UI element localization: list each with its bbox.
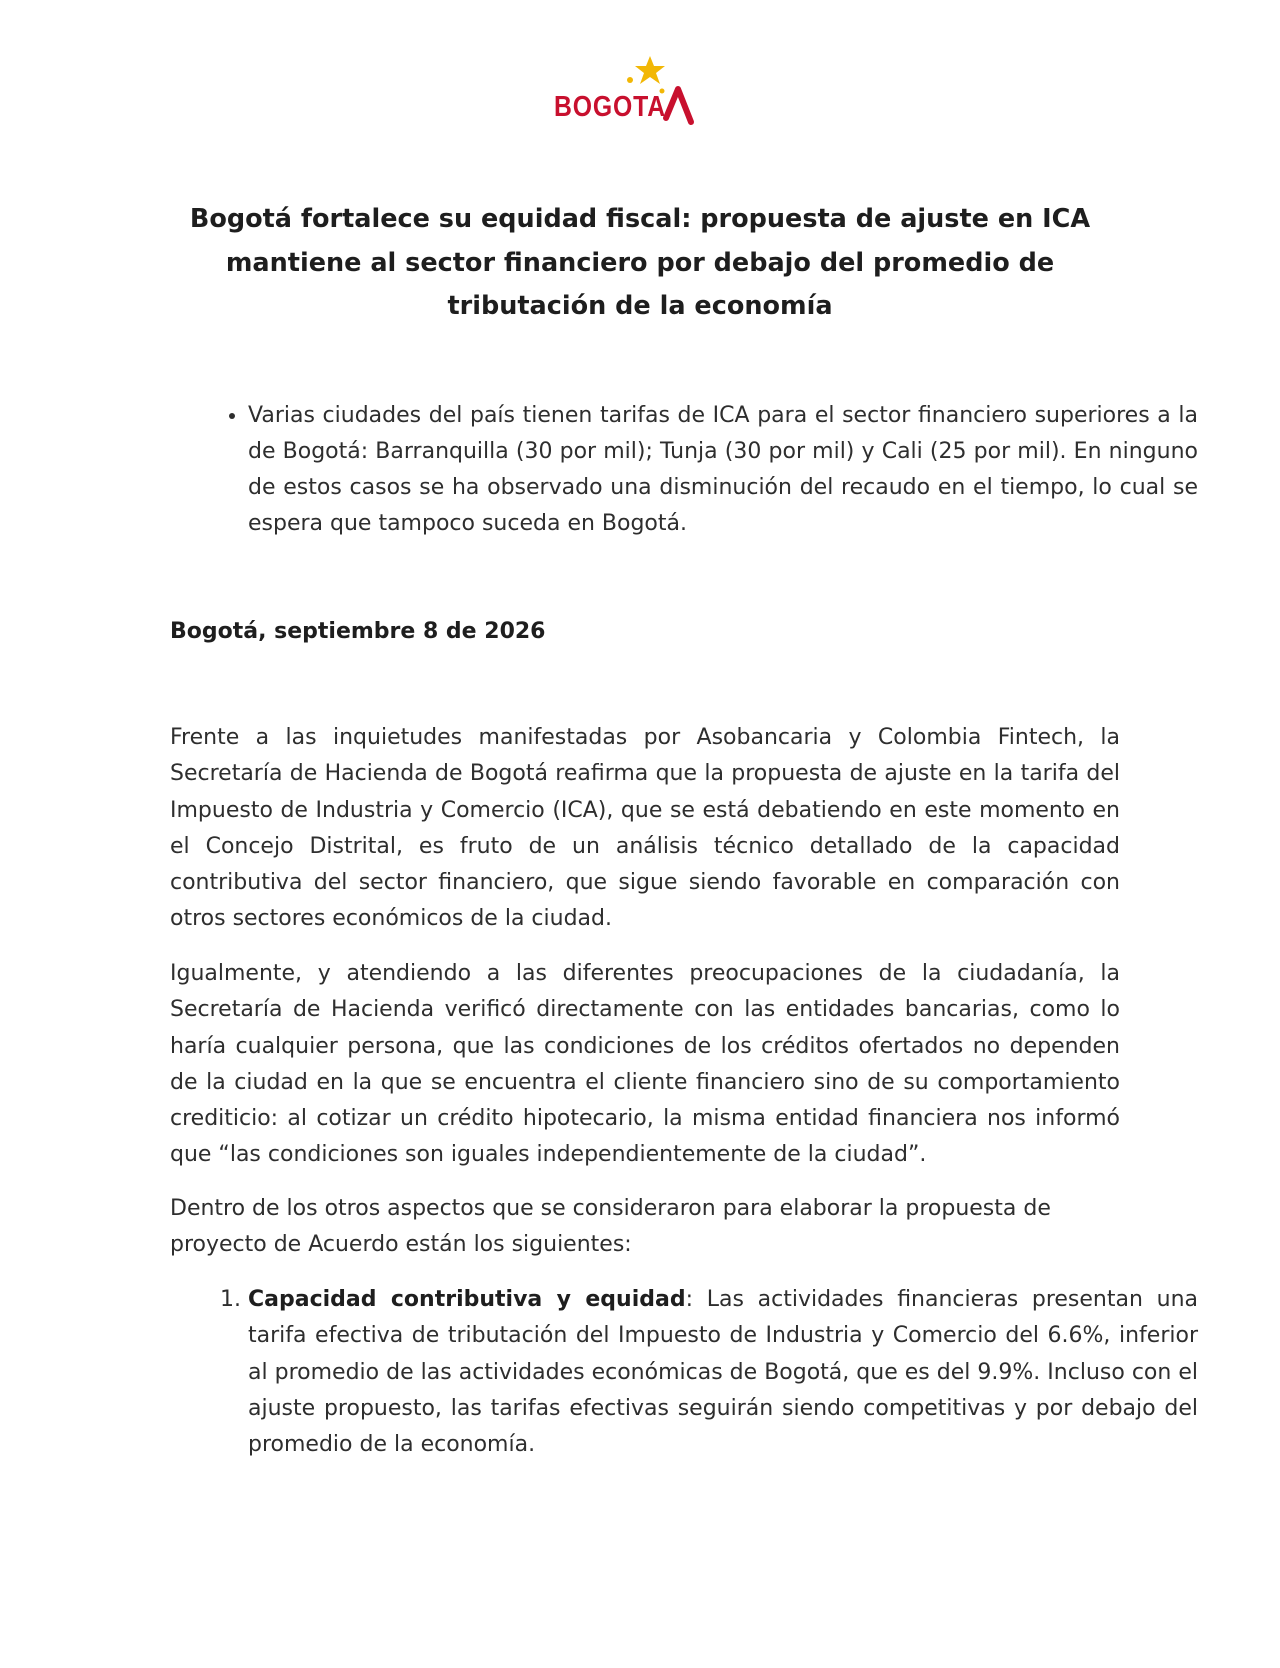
summary-bullet-list xyxy=(170,398,1198,542)
body-paragraph: Dentro de los otros aspectos que se consideraron para elaborar la propuesta de proyecto de Acuerdo están los siguientes: xyxy=(170,1196,1051,1258)
logo-wordmark: BOGOTA xyxy=(554,91,666,123)
numbered-item-text: : Las actividades financieras presentan una tarifa efectiva de tributación del Impuesto de Industria y Comercio del 6.6%, inferior al promedio de las actividades económicas de Bogotá, que es del 9.9%. Incluso con el ajuste propuesto, las tarifas efectivas seguirán siendo competitivas y por debajo del promedio de la economía. xyxy=(248,1287,1199,1458)
body-paragraph: Frente a las inquietudes manifestadas por Asobancaria y Colombia Fintech, la Secretaría de Hacienda de Bogotá reafirma que la propuesta de ajuste en la tarifa del Impuesto de Industria y Comercio (ICA), que se está debatiendo en este momento en el Concejo Distrital, es fruto de un análisis técnico detallado de la capacidad contributiva del sector financiero, que sigue siendo favorable en comparación con otros sectores económicos de la ciudad. xyxy=(170,725,1120,932)
logo-a-mark xyxy=(666,89,691,122)
summary-bullet: • Varias ciudades del país tienen tarifas de ICA para el sector financiero superiores a la de Bogotá: Barranquilla (30 por mil); Tunja (30 por mil) y Cali (25 por mil). En ninguno de estos casos se ha observado una disminución del recaudo en el tiempo, lo cual se espera que tampoco suceda en Bogotá. xyxy=(248,398,1198,542)
press-release-title: Bogotá fortalece su equidad fiscal: propuesta de ajuste en ICA mantiene al sector financiero por debajo del promedio de tributación de la economía xyxy=(189,204,1091,321)
bogota-logo xyxy=(550,56,720,136)
star-dot-icon xyxy=(627,77,633,83)
numbered-item xyxy=(248,1282,1198,1463)
star-icon xyxy=(635,56,665,84)
aspects-numbered-list xyxy=(170,1282,1198,1463)
body-paragraph: Igualmente, y atendiendo a las diferentes preocupaciones de la ciudadanía, la Secretaría de Hacienda verificó directamente con las entidades bancarias, como lo haría cualquier persona, que las condiciones de los créditos ofertados no dependen de la ciudad en la que se encuentra el cliente financiero sino de su comportamiento crediticio: al cotizar un crédito hipotecario, la misma entidad financiera nos informó que “las condiciones son iguales independientemente de la ciudad”. xyxy=(170,961,1120,1168)
dateline: Bogotá, septiembre 8 de 2026 xyxy=(170,619,546,644)
numbered-item-heading: Capacidad contributiva y equidad xyxy=(248,1287,686,1312)
